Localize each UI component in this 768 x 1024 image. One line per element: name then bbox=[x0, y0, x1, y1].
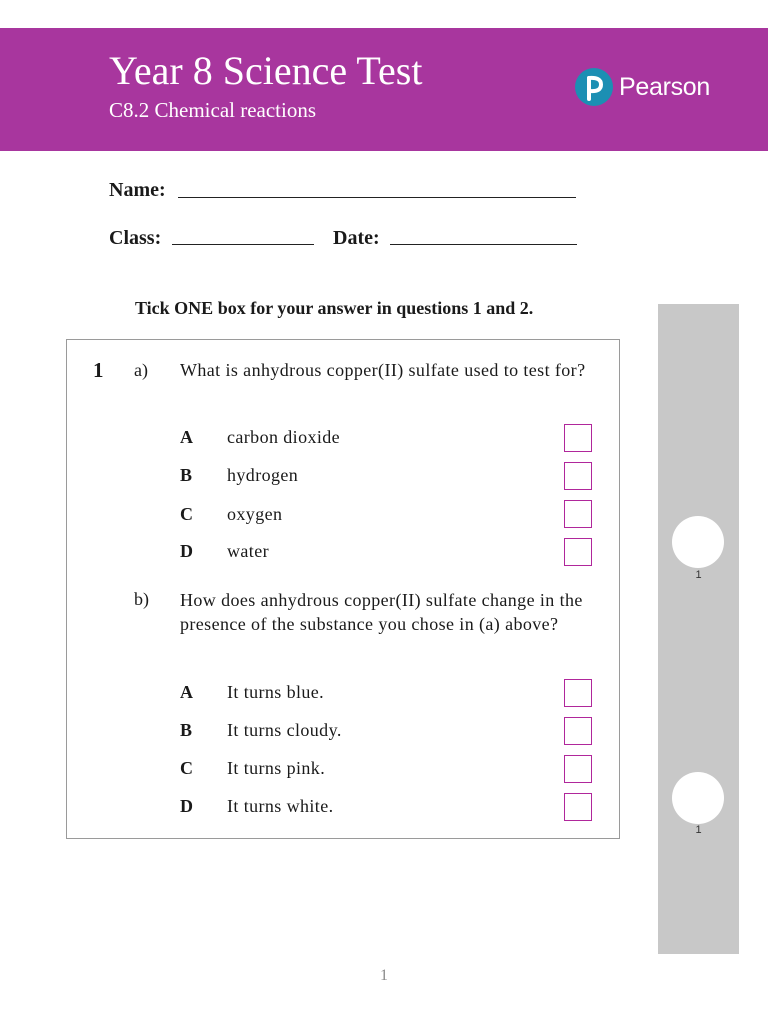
option-text: carbon dioxide bbox=[227, 427, 341, 447]
option-text: It turns cloudy. bbox=[227, 720, 342, 740]
answer-checkbox[interactable] bbox=[564, 424, 592, 452]
pearson-logo bbox=[575, 67, 710, 107]
name-line[interactable] bbox=[178, 197, 576, 198]
option-letter: C bbox=[180, 504, 193, 524]
option-text: hydrogen bbox=[227, 465, 299, 485]
pearson-p-icon bbox=[575, 68, 613, 106]
answer-checkbox[interactable] bbox=[564, 500, 592, 528]
option-letter: B bbox=[180, 720, 193, 740]
logo-text: Pearson bbox=[619, 72, 711, 101]
option-letter: A bbox=[180, 427, 193, 447]
option-text: water bbox=[227, 541, 269, 561]
marks-margin bbox=[658, 304, 739, 954]
option-text: It turns pink. bbox=[227, 758, 326, 778]
date-label: Date: bbox=[333, 227, 380, 249]
option-letter: C bbox=[180, 758, 193, 778]
part-a-question: What is anhydrous copper(II) sulfate used to test for? bbox=[180, 360, 586, 380]
answer-checkbox[interactable] bbox=[564, 755, 592, 783]
option-text: It turns blue. bbox=[227, 682, 325, 702]
option-letter: A bbox=[180, 682, 193, 702]
mark-label: 1 bbox=[695, 569, 702, 581]
part-b-label: b) bbox=[134, 589, 149, 609]
answer-checkbox[interactable] bbox=[564, 538, 592, 566]
date-line[interactable] bbox=[390, 244, 577, 245]
class-line[interactable] bbox=[172, 244, 314, 245]
mark-circle bbox=[672, 516, 724, 568]
mark-label: 1 bbox=[695, 824, 702, 836]
option-letter: D bbox=[180, 796, 193, 816]
part-a-label: a) bbox=[134, 360, 148, 380]
class-label: Class: bbox=[109, 227, 162, 249]
answer-checkbox[interactable] bbox=[564, 679, 592, 707]
page-subtitle: C8.2 Chemical reactions bbox=[109, 98, 317, 122]
answer-checkbox[interactable] bbox=[564, 793, 592, 821]
question-number: 1 bbox=[93, 358, 104, 382]
part-b-question: How does anhydrous copper(II) sulfate change in the presence of the substance you chose in (a) above? bbox=[180, 590, 583, 634]
answer-checkbox[interactable] bbox=[564, 717, 592, 745]
option-text: oxygen bbox=[227, 504, 283, 524]
page-title: Year 8 Science Test bbox=[109, 48, 423, 93]
answer-checkbox[interactable] bbox=[564, 462, 592, 490]
option-letter: D bbox=[180, 541, 193, 561]
instruction-text: Tick ONE box for your answer in questions 1 and 2. bbox=[135, 298, 534, 318]
name-label: Name: bbox=[109, 179, 166, 201]
option-letter: B bbox=[180, 465, 193, 485]
mark-circle bbox=[672, 772, 724, 824]
page-number: 1 bbox=[380, 967, 388, 984]
option-text: It turns white. bbox=[227, 796, 334, 816]
